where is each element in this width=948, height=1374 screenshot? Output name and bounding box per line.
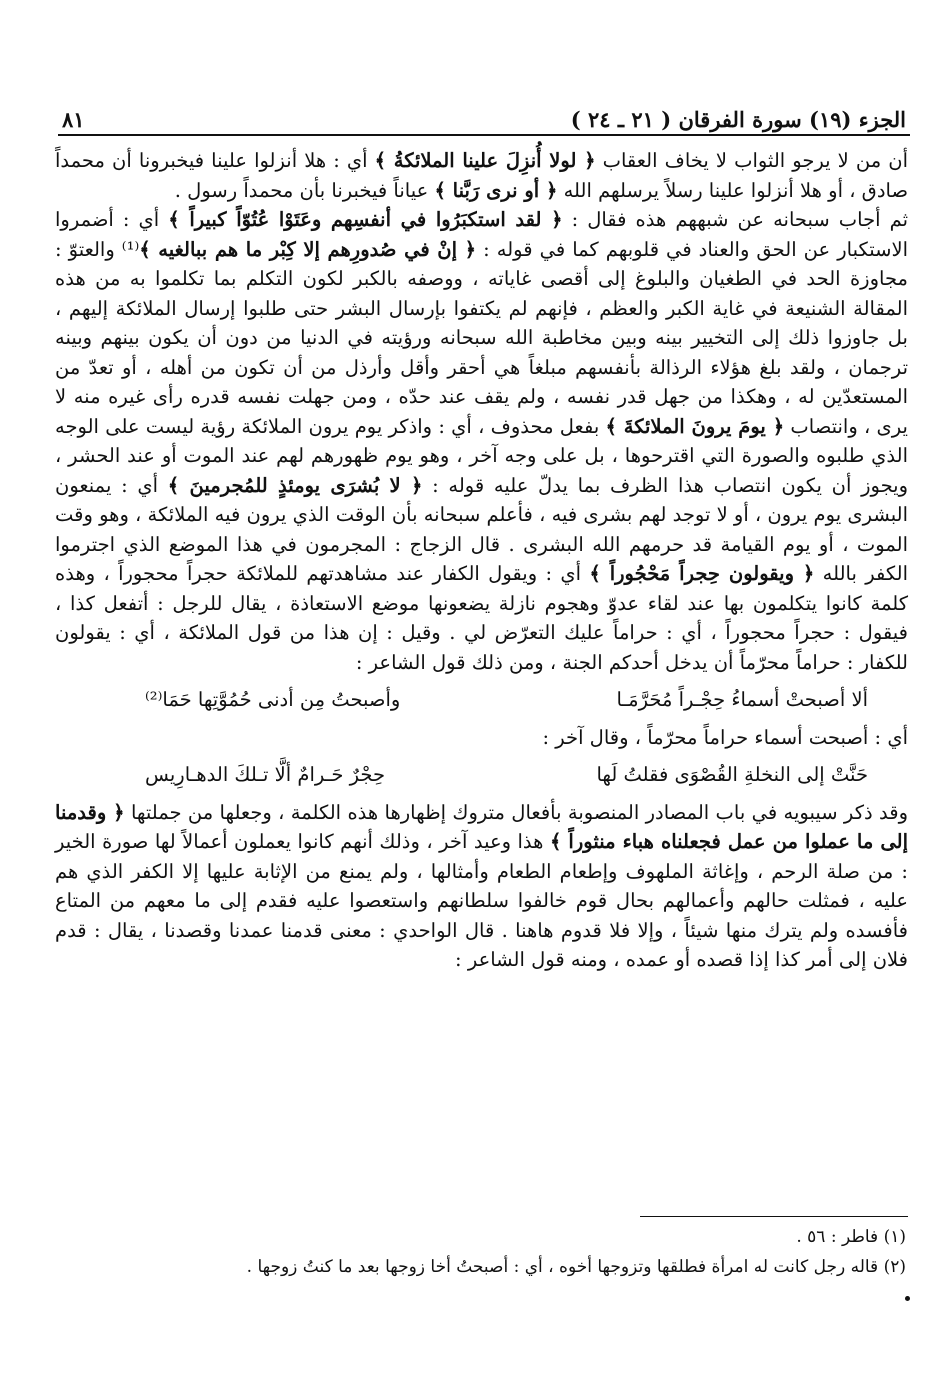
poetry-verse-2 xyxy=(55,760,908,790)
running-title: الجزء (١٩) سورة الفرقان ( ٢١ ـ ٢٤ ) xyxy=(570,107,906,132)
quran-quote: ﴿ وقدمنا إلى ما عملوا من عمل فجعلناه هباء منثوراً ﴾ xyxy=(55,800,908,853)
page-number: ٨١ xyxy=(62,107,85,132)
text-run: وقد ذكر سيبويه في باب المصادر المنصوبة بأفعال متروك إظهارها هذه الكلمة ، وجعلها من جملتها xyxy=(124,800,908,824)
paragraph-2 xyxy=(55,205,908,677)
footnote-1: (١) فاطر : ٥٦ . xyxy=(796,1227,906,1247)
paragraph-3: أي : أصبحت أسماء حراماً محرّماً ، وقال آخر : xyxy=(542,725,908,749)
quran-quote: ﴿ لا بُشرَى يومئذٍ للمُجرمينَ ﴾ xyxy=(167,473,423,497)
text-run: أي : يمنعون البشرى يوم يرون ، أو لا توجد لهم بشرى فيه ، فأعلم سبحانه بأن الوقت الذي يرون فيه الملائكة ، وهو وقت الموت ، أو يوم القيامة قد حرمهم الله البشرى . قال الزجاج : المجرمون في هذا الموضع الذي اجترموا الكفر بالله xyxy=(55,473,908,585)
page-header xyxy=(62,96,906,132)
verse-hemistich-right: ألا أصبحتْ أسماءُ حِجْـراً مُحَرَّمَـا xyxy=(616,688,868,711)
poetry-verse-1 xyxy=(55,685,908,715)
ink-dot xyxy=(905,1296,910,1301)
quran-quote: ﴿ ويقولون حِجراً مَحْجُوراً ﴾ xyxy=(589,562,815,585)
paragraph-4 xyxy=(55,798,908,975)
verse-hemistich-left: وأصبحتُ مِن أدنى حُمُوَّتِها حَمَا⁽²⁾ xyxy=(145,688,401,711)
footnote-divider xyxy=(640,1216,908,1217)
header-divider xyxy=(58,134,910,136)
text-run: عياناً فيخبرنا بأن محمداً رسول . xyxy=(174,178,435,202)
verse-hemistich-left: حِجْرٌ حَـرامٌ ألَّا تـلكَ الدهـارِيس xyxy=(145,763,386,786)
text-run: بفعل محذوف ، أي : واذكر يوم يرون الملائكة رؤية ليست على الوجه الذي طلبوه والصورة التي اقترحوها ، بل على وجه آخر ، وهو يوم ظهورهم لهم عند الموت أو عند الحشر ، ويجوز أن يكون انتصاب هذا الظرف بما يدلّ عليه قوله : xyxy=(55,414,908,497)
text-run: أي : ويقول الكفار عند مشاهدتهم للملائكة حجراً محجوراً ، وهذه كلمة كانوا يتكلمون بها عند لقاء عدوّ وهجوم نازلة يضعونها موضع الاستعاذة ، يقال للرجل : أتفعل كذا ، فيقول : حجراً محجوراً ، أي : حراماً عليك التعرّض لي . وقيل : إن هذا من قول الملائكة ، أي : يقولون للكفار : حراماً محرّماً أن يدخل أحدكم الجنة ، ومن ذلك قول الشاعر : xyxy=(55,562,908,674)
page-body xyxy=(55,146,908,975)
text-run: ثم أجاب سبحانه عن شبههم هذه فقال : xyxy=(562,208,909,231)
quran-quote: ﴿ إنْ في صُدورِهم إلا كِبْر ما هم ببالغيه ﴾ xyxy=(139,237,477,261)
footnote-2: (٢) قاله رجل كانت له امرأة فطلقها وتزوجها أخوه ، أي : أصبحتُ أخا زوجها بعد ما كنتُ زوجها . xyxy=(246,1257,906,1277)
text-run: أن من لا يرجو الثواب لا يخاف العقاب xyxy=(595,149,908,172)
quran-quote: ﴿ لقد استكبَرُوا في أنفسِهم وعَتَوْا عُتُوّاً كبيراً ﴾ xyxy=(168,208,563,231)
verse-hemistich-right: حَنَّتْ إلى النخلةِ القُصْوَى فقلتُ لَها xyxy=(596,763,868,786)
quran-quote: ﴿ يومَ يرونَ الملائكةَ ﴾ xyxy=(605,414,785,438)
quran-quote: ﴿ لولا أُنزِلَ علينا الملائكةُ ﴾ xyxy=(374,149,596,172)
quran-quote: ﴿ أو نرى رَبَّنا ﴾ xyxy=(434,178,558,202)
text-run: أي : أضمروا الاستكبار عن الحق والعناد في قلوبهم كما في قوله : xyxy=(55,208,908,261)
footnotes xyxy=(55,1222,906,1282)
text-run: ⁽¹⁾ والعتوّ : مجاوزة الحد في الطغيان والبلوغ إلى أقصى غاياته ، ووصفه بالكبر لكون التكلم بما تكلموا به من هذه المقالة الشنيعة في غاية الكبر والعظم ، فإنهم لم يكتفوا بإرسال البشر حتى طلبوا إرسال الملائكة إليهم ، بل جاوزوا ذلك إلى التخيير بينه وبين مخاطبة الله سبحانه ورؤيته في الدنيا من دون أن يكون بينهم وبينه ترجمان ، ولقد بلغ هؤلاء الرذالة بأنفسهم مبلغاً هي أحقر وأقل وأرذل من أن تكون من أهله ، أو تعدّ من المستعدّين له ، وهكذا من جهل قدر نفسه ، ولم يقف عند حدّه ، ومن جهلت نفسه قدره رأى غيره منه لا يرى ، وانتصاب xyxy=(55,237,908,438)
text-run: هذا وعيد آخر ، وذلك أنهم كانوا يعملون أعمالاً لها صورة الخير : من صلة الرحم ، وإغاثة الملهوف وإطعام الطعام وأمثالها ، ولم يمنع من الإثابة عليها إلا الكفر الذي هم عليه ، فمثلت حالهم وأعمالهم بحال قوم خالفوا سلطانهم واستعصوا عليه فقدم إلى ما معهم من المتاع فأفسده ولم يترك منها شيئاً ، وإلا فلا قدوم هاهنا . قال الواحدي : معنى قدمنا عمدنا وقصدنا ، يقال : قدم فلان إلى أمر كذا إذا قصده أو عمده ، ومنه قول الشاعر : xyxy=(55,830,908,971)
paragraph-1 xyxy=(55,146,908,205)
text-run: أي : هلا أنزلوا علينا فيخبرونا أن محمداً صادق ، أو هلا أنزلوا علينا رسلاً يرسلهم الله xyxy=(55,149,908,202)
